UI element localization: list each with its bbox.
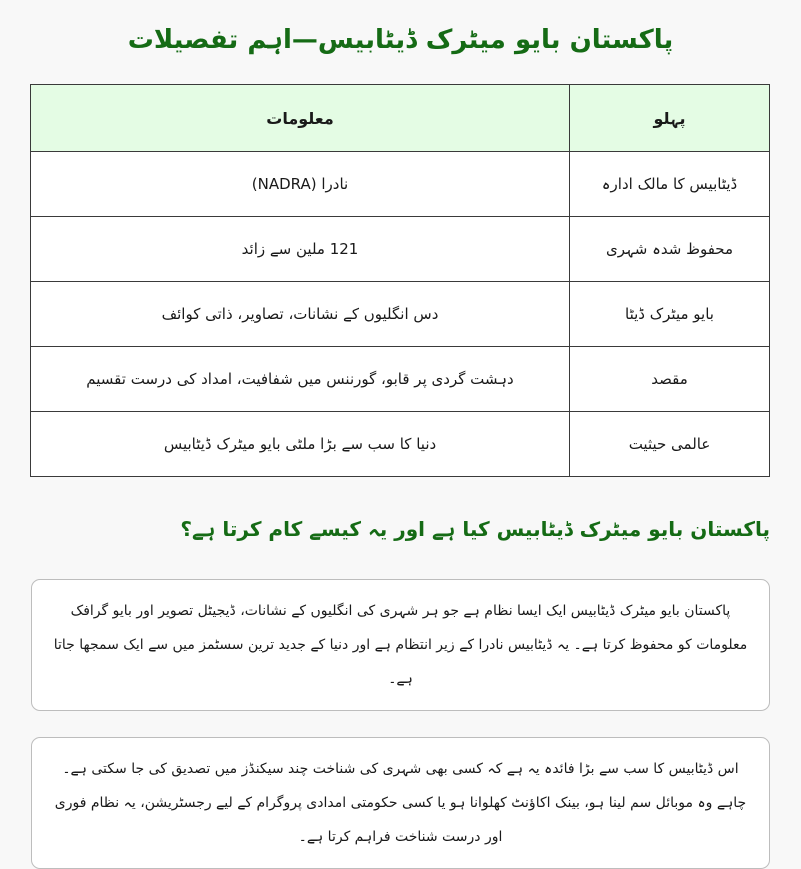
column-header-aspect: پہلو: [570, 85, 770, 152]
table-row: [31, 152, 770, 217]
table-header-row: [31, 85, 770, 152]
table-row: [31, 412, 770, 477]
cell-aspect: بایو میٹرک ڈیٹا: [570, 282, 770, 347]
page-title: پاکستان بایو میٹرک ڈیٹابیس—اہم تفصیلات: [127, 25, 674, 55]
info-box-benefit: [31, 737, 770, 869]
cell-info: دس انگلیوں کے نشانات، تصاویر، ذاتی کوائف: [31, 282, 570, 347]
cell-info: 121 ملین سے زائد: [31, 217, 570, 282]
cell-aspect: عالمی حیثیت: [570, 412, 770, 477]
cell-aspect: مقصد: [570, 347, 770, 412]
document-page: [31, 0, 770, 869]
info-box-paragraph: اس ڈیٹابیس کا سب سے بڑا فائدہ یہ ہے کہ کسی بھی شہری کی شناخت چند سیکنڈز میں تصدیق کی جا سکتی ہے۔ چاہے وہ موبائل سم لینا ہو، بینک اکاؤنٹ کھلوانا ہو یا کسی حکومتی امدادی پروگرام کے لیے رجسٹریشن، یہ نظام فوری اور درست شناخت فراہم کرتا ہے۔: [54, 761, 747, 845]
section-heading: پاکستان بایو میٹرک ڈیٹابیس کیا ہے اور یہ کیسے کام کرتا ہے؟: [180, 517, 770, 541]
info-box-paragraph: پاکستان بایو میٹرک ڈیٹابیس ایک ایسا نظام ہے جو ہر شہری کی انگلیوں کے نشانات، ڈیجیٹل تصویر اور بایو گرافک معلومات کو محفوظ کرتا ہے۔ یہ ڈیٹابیس نادرا کے زیر انتظام ہے اور دنیا کے جدید ترین سسٹمز میں سے ایک سمجھا جاتا ہے۔: [53, 603, 748, 687]
biometric-details-table: [30, 84, 770, 477]
cell-info: دنیا کا سب سے بڑا ملٹی بایو میٹرک ڈیٹابیس: [31, 412, 570, 477]
table-row: [31, 282, 770, 347]
info-box-what-is: [31, 579, 770, 711]
table-row: [31, 217, 770, 282]
cell-info: دہشت گردی پر قابو، گورننس میں شفافیت، امداد کی درست تقسیم: [31, 347, 570, 412]
column-header-info: معلومات: [31, 85, 570, 152]
cell-aspect: ڈیٹابیس کا مالک ادارہ: [570, 152, 770, 217]
cell-info: نادرا (NADRA): [31, 152, 570, 217]
table-row: [31, 347, 770, 412]
cell-aspect: محفوظ شدہ شہری: [570, 217, 770, 282]
